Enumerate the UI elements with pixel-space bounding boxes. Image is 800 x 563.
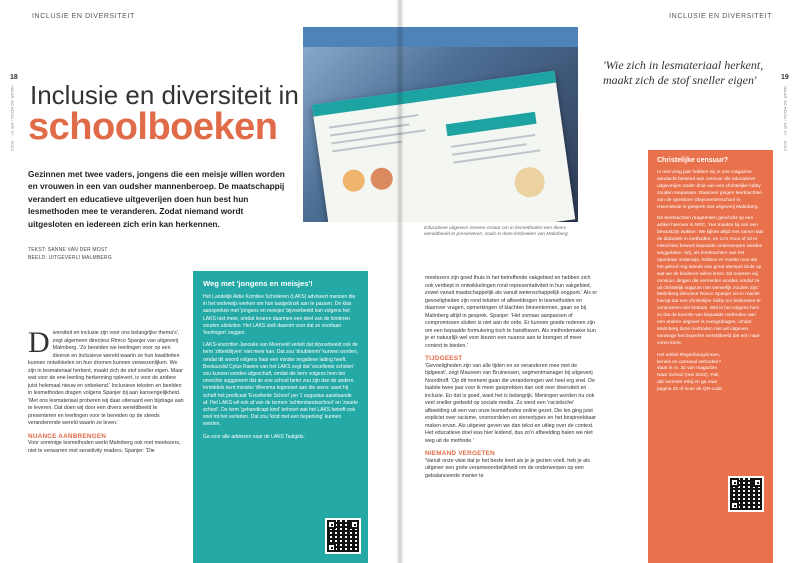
sidebar-box-body bbox=[203, 294, 358, 441]
article-photo bbox=[303, 27, 578, 222]
qr-code-censuur[interactable] bbox=[728, 476, 764, 512]
magazine-name-right: NAAR SCHOOL! NR 37 · 2022 bbox=[783, 86, 788, 152]
subhead-nuance: NUANCE AANBRENGEN bbox=[28, 432, 107, 440]
sidebar-box-paragraph2: LAKS-voorzitter Janouke van Meerveld vertelt dat bijvoorbeeld ook de term 'zittenblijven' niet meer kan. Dat zou 'doublerem' kunnen worden, omdat dit woord volgens haar een minder negatieve lading heeft. Bestuurslid Cylus Raweo van het LAKS zegt dat 'excellente scholen' zou kunnen worden afgeschaft, omdat die term volgens hem ten onrechte suggereert dat de ene school beter zou zijn dan de andere. Inmiddels kent minister Wiersma tegemoet aan die wens: want hij schaft het predicaat 'Excellente School' per 1 augustus aanstaande af. Het LAKS wil ook af van de termen 'achterstandsschool' en 'zwarte school'. De term 'gehandicapt kind' behoort wat het LAKS betreft ook snel tot het verleden. Dat zou 'kind met een beperking' kunnen worden. bbox=[203, 342, 359, 428]
sidebar-box-laks bbox=[193, 271, 368, 563]
textbook-section-band bbox=[446, 112, 537, 136]
qr-finder-icon bbox=[730, 478, 739, 487]
sidebar-box-paragraph1: Het Landelijk Aktie Komitee Scholieren (LAKS) adviseert mensen die in het onderwijs werken om hun taalgebruik aan te passen. De klas aanspreken met 'jongens en meisjes' bijvoorbeeld kan volgens het LAKS niet meer, omdat leraren daarmee een deel van de kinderen zouden uitsluiten. Het LAKS stelt daarom voor dat ze voortaan 'leerlingen' zeggen. bbox=[203, 294, 356, 337]
article-credits bbox=[28, 246, 112, 262]
textbook-illustration-icon bbox=[341, 168, 366, 193]
column2-paragraph1: meelezers zijn goed thuis in het betreffende vakgebied en hebben zich ook verdiept in ontwikkelingen rond representativiteit in hun vakgebied, zowel vanuit maatschappelijk als vanuit wetenschappelijk oogpunt.' Als er gevoeligheden zijn rond teksten of afbeeldingen in lesmethoden en daarover vragen, opmerkingen of klachten binnenkomen, gaan ze bij Malmberg altijd in gesprek. Spanjer: 'Het zomaar aanpassen of compromissen sluiten is niet aan de orde. Er kunnen goede redenen zijn om een bepaalde formulering toch te handhaven. Als methodemaker kun je er natuurlijk wel voor kiezen een nuance aan te brengen of meer context te bieden.' bbox=[425, 275, 598, 349]
credit-image: BEELD: UITGEVERIJ MALMBERG bbox=[28, 255, 112, 261]
censuur-box-title: Christelijke censuur? bbox=[657, 157, 729, 164]
censuur-box-paragraph2: De leerkrachten reageerden geschokt op een artikel hierover in NRC. 'Het maakte bij ons een bewustzijn wakker. We kijken altijd met name naar de didactiek in methoden, en zo'n mooi of uit er misschien bewust bepaalde onderwerpen werden weggelaten. Wij, als leerkrachten van het openbaar onderwijs, hebben er moeite mee als het geloof nog steeds een groot stempel drukt op wat we de kinderen willen leren. Dit noemen wij censuur, dingen die vermeden worden omdat ze uit christelijk oogpunt niet wenselijk zouden zijn.' Malmberg-directeur Rimco Spanjer zei in reactie hierop dat een christelijke lobby om lesboeken te censureren niet bestaat. Wel is het volgens hem zo dat de koerste van bepaalde methoden aan een andere uitgever is overgedragen, omdat Malmberg deze methoden niet wil uitgeven vanwege het beperkte wereldbeeld dat erin naar voren komt. bbox=[657, 216, 764, 346]
textbook-text-line bbox=[329, 114, 418, 129]
qr-code-pattern bbox=[327, 520, 359, 552]
censuur-box-paragraph1: In mei vorig jaar hebben wij in ons magazine aandacht besteed aan censuur die educatieve uitgeverijen onder druk van een christelijke lobby zouden toepassen. Daarover gingen leerkrachten van de openbare Olaynnestenschool in Heemstede in gesprek met uitgeverij Malmberg. bbox=[657, 170, 763, 210]
credit-text: TEKST: SANNE VAN DER MOST bbox=[28, 247, 108, 253]
qr-finder-icon bbox=[730, 501, 739, 510]
page-number-left: 18 bbox=[10, 74, 18, 81]
column2-paragraph2: 'Gevoeligheden zijn van alle tijden en ze veranderen mee met de tijdgeest', zegt Maureen van Bruinessen, segmentmanager bij uitgeverij Noordhoff. 'Op dit moment gaan die veranderingen wel heel erg snel. De laatste twee jaar voor ik meer gesprekken dan ooit over diversiteit en inclusie. En dat is goed, want het is belangrijk. Meningen worden nu ook veel sneller gedeeld op sociale media. Zo werd een 'racistische' afbeelding uit een van onze lesmethodes online gezet. Die les ging juist expliciet over racisme, vooroordelen en stereotypes en het bespreekbaar maken ervan. Als uitgever geven we dan tekst en uitleg over de context. Het educatieve doel was hier leidend, dus zo'n afbeelding halen we niet weg uit de methode.' bbox=[425, 362, 597, 444]
subhead-tijdgeest: TIJDGEEST bbox=[425, 355, 463, 362]
article-column-1 bbox=[28, 326, 186, 455]
column2-paragraph3: 'Vanuit onze visie dat je het beste leert als je je gezien voelt, heb je als uitgever een grote verantwoordelijkheid om de onderwerpen op een gebalanceerde manier te bbox=[425, 457, 590, 479]
sidebar-box-paragraph3: Ga voor alle adviezen naar de LAKS Taalgids. bbox=[203, 433, 305, 440]
photo-top-book bbox=[303, 27, 578, 47]
article-column-2 bbox=[425, 275, 600, 480]
qr-finder-icon bbox=[327, 520, 336, 529]
qr-finder-icon bbox=[753, 478, 762, 487]
sidebar-box-title: Weg met 'jongens en meisjes'! bbox=[203, 279, 313, 288]
censuur-box-paragraph3: Het artikel Regenboogzinnen, kennis en carnaval verboden? staat in nr. 32 van magazine Naar School (mei 2022). Pak dat nummer erbij en ga naar pagina 25 of scan de QR-code. bbox=[657, 352, 724, 393]
qr-code-laks[interactable] bbox=[325, 518, 361, 554]
textbook-illustration-icon bbox=[513, 165, 547, 199]
qr-finder-icon bbox=[350, 520, 359, 529]
censuur-box-body bbox=[657, 170, 764, 394]
article-lead: Gezinnen met twee vaders, jongens die een meisje willen worden en vrouwen in een van oudsher mannenberoep. De maatschappij verandert en educatieve uitgeverijen doen hun best hun lesmethoden mee te veranderen. Zodat niemand wordt uitgesloten en iedereen zich erin kan herkennen. bbox=[28, 169, 285, 229]
sidebar-box-censuur bbox=[648, 150, 773, 563]
photo-caption: Educatieve uitgevers streven ernaar om in lesmethoden een divers wereldbeeld te presenteren, zoals in deze lesboeken van Malmberg. bbox=[424, 226, 570, 238]
qr-code-pattern bbox=[730, 478, 762, 510]
qr-finder-icon bbox=[327, 543, 336, 552]
section-label-left: INCLUSIE EN DIVERSITEIT bbox=[32, 13, 135, 20]
magazine-name-left: NAAR SCHOOL! NR 37 · 2022 bbox=[10, 86, 15, 152]
article-title-line1: Inclusie en diversiteit in bbox=[30, 80, 299, 110]
drop-cap: D bbox=[28, 326, 50, 359]
subhead-niemand-vergeten: NIEMAND VERGETEN bbox=[425, 450, 495, 457]
page-number-right: 19 bbox=[781, 74, 789, 81]
column1-paragraph2: Voor sommige lesmethoden werkt Malmberg ook met meelezers, niet te verwarren met sensitivity readers. Spanjer: 'Die bbox=[28, 440, 181, 454]
pull-quote: 'Wie zich in lesmateriaal herkent, maakt zich de stof sneller eigen' bbox=[603, 58, 764, 87]
article-title-line2: schoolboeken bbox=[28, 106, 278, 148]
section-label-right: INCLUSIE EN DIVERSITEIT bbox=[669, 13, 772, 20]
page-gutter bbox=[396, 0, 404, 563]
textbook-illustration-icon bbox=[369, 166, 394, 191]
column1-paragraph1: iversiteit en inclusie zijn voor ons belangrijke thema's', zegt algemeen directeur Rimco Spanjer van uitgeverij Malmberg. 'Zo bereiden we leerlingen voor op een diverse en inclusieve wereld waarin ze hun kwaliteiten kunnen ontwikkelen en hun dromen kunnen verwezenlijken. We zijn in lesmateriaal herkent, maakt zich de stof sneller eigen. Maar wat voor de ene leerling herkenning oplevert, is voor de andere juist helemaal nieuw en onbekend.' Inclusieve teksten en beelden in lesmethodes dragen volgens Spanjer bij aan kansengelijkheid. 'Met ons lesmateriaal proberen wij daar uiteraard een bijdrage aan te leveren. Dat doen wij door een divers wereldbeeld te presenteren en leerlingen voor te bereiden op de steeds veranderende wereld waarin ze leven.' bbox=[28, 330, 184, 426]
